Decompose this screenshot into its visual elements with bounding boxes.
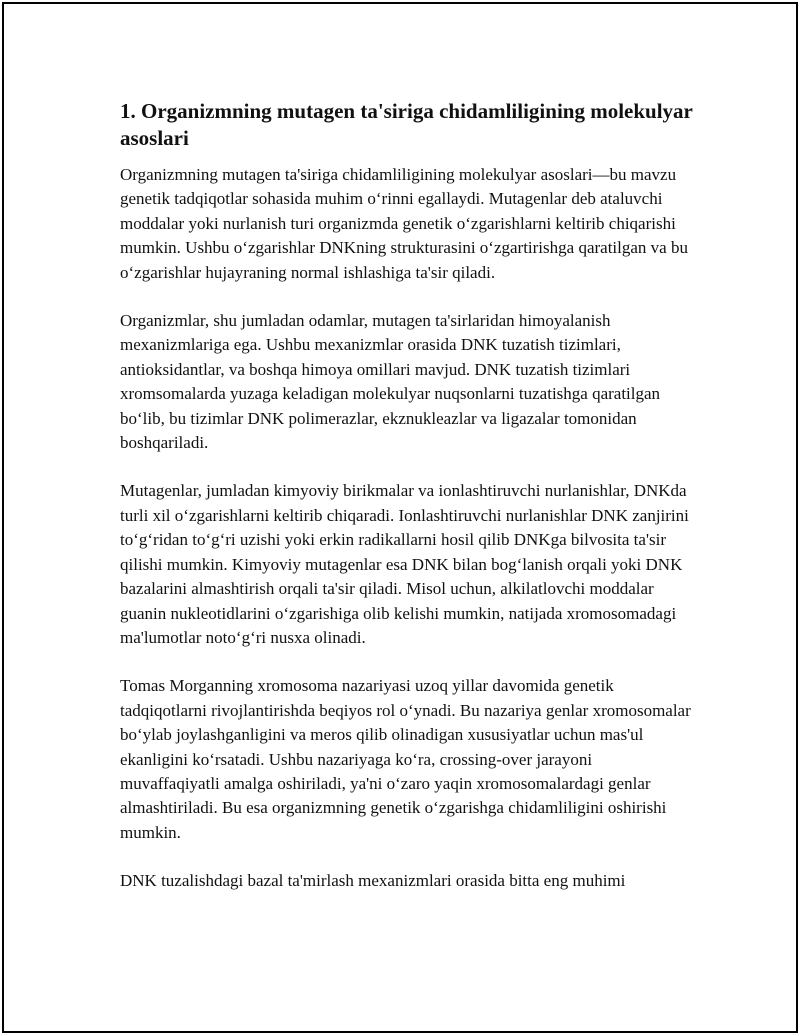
paragraph-4: Tomas Morganning xromosoma nazariyasi uzoq yillar davomida genetik tadqiqotlarni rivojlantirishda beqiyos rol o‘ynadi. Bu nazariya genlar xromosomalar bo‘ylab joylashganligini va meros qilib olinadigan xususiyatlar uchun mas'ul ekanligini ko‘rsatadi. Ushbu nazariyaga ko‘ra, crossing-over jarayoni muvaffaqiyatli amalga oshiriladi, ya'ni o‘zaro yaqin xromosomalardagi genlar almashtiriladi. Bu esa organizmning genetik o‘zgarishga chidamliligini oshirishi mumkin. — [120, 676, 691, 842]
paragraph-1: Organizmning mutagen ta'siriga chidamliligining molekulyar asoslari—bu mavzu genetik tadqiqotlar sohasida muhim o‘rinni egallaydi. Mutagenlar deb ataluvchi moddalar yoki nurlanish turi organizmda genetik o‘zgarishlarni keltirib chiqarishi mumkin. Ushbu o‘zgarishlar DNKning strukturasini o‘zgartirishga qaratilgan va bu o‘zgarishlar hujayraning normal ishlashiga ta'sir qiladi. — [120, 165, 688, 282]
paragraph-3: Mutagenlar, jumladan kimyoviy birikmalar va ionlashtiruvchi nurlanishlar, DNKda turli xil o‘zgarishlarni keltirib chiqaradi. Ionlashtiruvchi nurlanishlar DNK zanjirini to‘g‘ridan to‘g‘ri uzishi yoki erkin radikallarni hosil qilib DNKga bilvosita ta'sir qilishi mumkin. Kimyoviy mutagenlar esa DNK bilan bog‘lanish orqali yoki DNK bazalarini almashtirish orqali ta'sir qiladi. Misol uchun, alkilatlovchi moddalar guanin nukleotidlarini o‘zgarishiga olib kelishi mumkin, natijada xromosomadagi ma'lumotlar noto‘g‘ri nusxa olinadi. — [120, 481, 689, 647]
paragraph-5: DNK tuzalishdagi bazal ta'mirlash mexanizmlari orasida bitta eng muhimi — [120, 871, 626, 891]
document-page — [2, 2, 798, 1033]
section-title: 1. Organizmning mutagen ta'siriga chidamliligining molekulyar asoslari — [120, 99, 693, 150]
document-body — [120, 98, 694, 918]
paragraph-2: Organizmlar, shu jumladan odamlar, mutagen ta'sirlaridan himoyalanish mexanizmlariga ega. Ushbu mexanizmlar orasida DNK tuzatish tizimlari, antioksidantlar, va boshqa himoya omillari mavjud. DNK tuzatish tizimlari xromsomalarda yuzaga keladigan molekulyar nuqsonlarni tuzatishga qaratilgan bo‘lib, bu tizimlar DNK polimerazlar, ekznukleazlar va ligazalar tomonidan boshqariladi. — [120, 311, 661, 453]
